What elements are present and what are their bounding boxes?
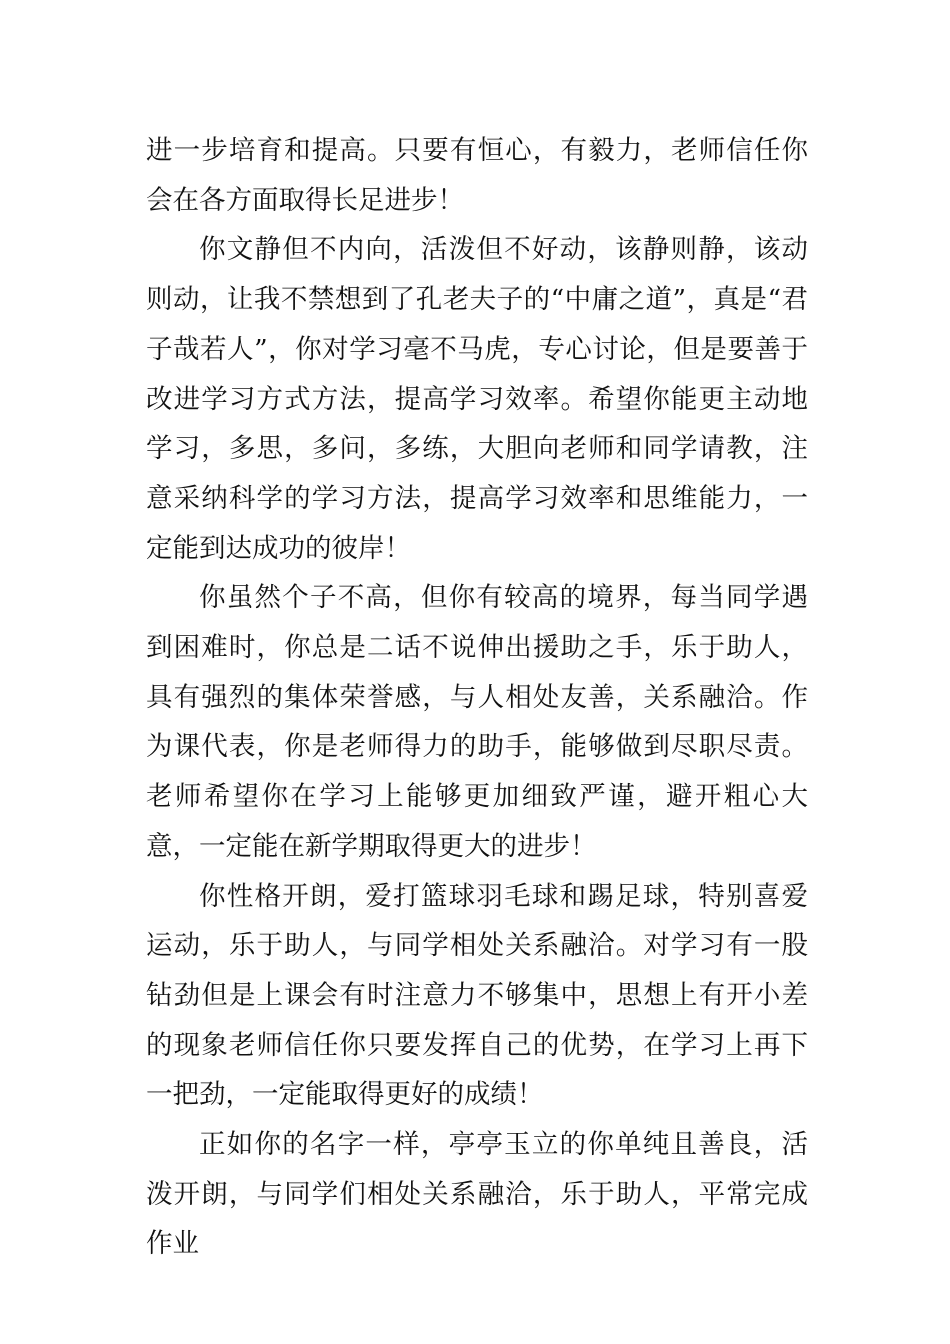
paragraph-2: 你文静但不内向，活泼但不好动，该静则静，该动则动，让我不禁想到了孔老夫子的“中庸之道”，真是“君子哉若人”，你对学习毫不马虎，专心讨论，但是要善于改进学习方式方法，提高学习效率。希望你能更主动地学习，多思，多问，多练，大胆向老师和同学请教，注意采纳科学的学习方法，提高学习效率和思维能力，一定能到达成功的彼岸！: [146, 234, 808, 564]
paragraph-5: 正如你的名字一样，亭亭玉立的你单纯且善良，活泼开朗，与同学们相处关系融洽，乐于助人，平常完成作业: [146, 1129, 808, 1260]
paragraph-1: 进一步培育和提高。只要有恒心，有毅力，老师信任你会在各方面取得长足进步！: [146, 135, 808, 216]
document-body: [146, 126, 808, 1269]
paragraph-4: 你性格开朗，爱打篮球羽毛球和踢足球，特别喜爱运动，乐于助人，与同学相处关系融洽。对学习有一股钻劲但是上课会有时注意力不够集中，思想上有开小差的现象老师信任你只要发挥自己的优势，在学习上再下一把劲，一定能取得更好的成绩！: [146, 880, 808, 1111]
paragraph-3: 你虽然个子不高，但你有较高的境界，每当同学遇到困难时，你总是二话不说伸出援助之手，乐于助人，具有强烈的集体荣誉感，与人相处友善，关系融洽。作为课代表，你是老师得力的助手，能够做到尽职尽责。老师希望你在学习上能够更加细致严谨，避开粗心大意，一定能在新学期取得更大的进步！: [146, 582, 808, 862]
